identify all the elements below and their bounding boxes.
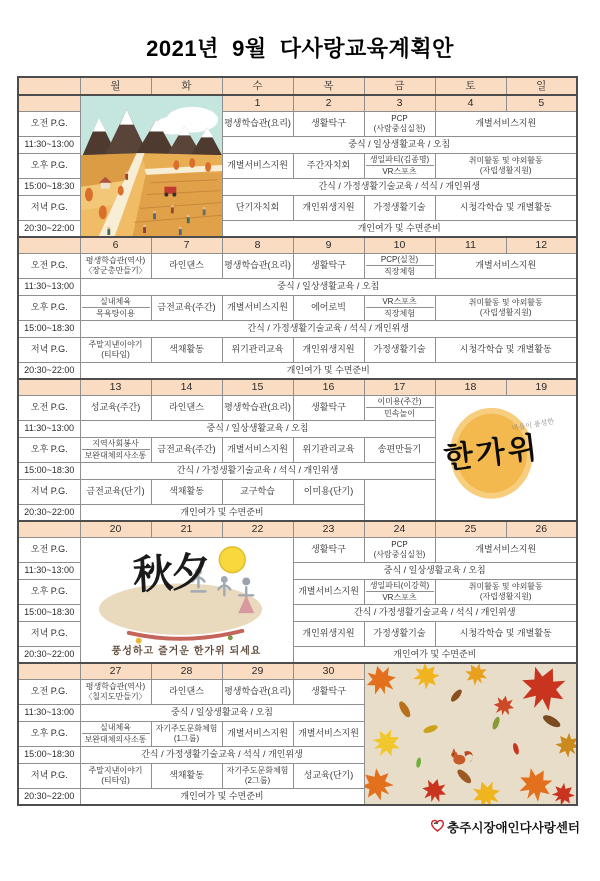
schedule-cell: 간식 / 가정생활기술교육 / 석식 / 개인위생 — [80, 746, 364, 763]
schedule-cell: 간식 / 가정생활기술교육 / 석식 / 개인위생 — [222, 178, 577, 195]
time-label: 15:00~18:30 — [18, 178, 80, 195]
schedule-cell: 개인여가 및 수면준비 — [80, 504, 364, 521]
schedule-cell: 개별서비스지원 — [435, 253, 577, 278]
day-header: 수 — [222, 77, 293, 95]
schedule-cell: 생활탁구 — [293, 253, 364, 278]
schedule-cell: 평생학습관(요리) — [222, 679, 293, 704]
schedule-cell: 개인여가 및 수면준비 — [80, 788, 364, 805]
day-header: 월 — [80, 77, 151, 95]
date-cell: 14 — [151, 379, 222, 395]
schedule-cell: 간식 / 가정생활기술교육 / 석식 / 개인위생 — [80, 320, 577, 337]
time-label: 저녁 P.G. — [18, 621, 80, 646]
schedule-cell: 생일파티(이강혁) VR스포츠 — [364, 579, 435, 604]
time-label: 저녁 P.G. — [18, 337, 80, 362]
footer — [0, 818, 600, 836]
date-cell: 5 — [506, 95, 577, 111]
time-label: 오전 P.G. — [18, 395, 80, 420]
schedule-cell: 시청각학습 및 개별활동 — [435, 621, 577, 646]
time-label: 11:30~13:00 — [18, 562, 80, 579]
time-label: 15:00~18:30 — [18, 462, 80, 479]
schedule-cell: 개별서비스지원 — [222, 721, 293, 746]
schedule-cell: 개별서비스지원 — [435, 111, 577, 136]
day-header: 목 — [293, 77, 364, 95]
time-label: 11:30~13:00 — [18, 278, 80, 295]
schedule-cell: 중식 / 일상생활교육 / 오침 — [222, 136, 577, 153]
schedule-cell: 취미활동 및 야외활동 (자립생활지원) — [435, 579, 577, 604]
schedule-cell: 개인위생지원 — [293, 621, 364, 646]
date-cell: 22 — [222, 521, 293, 537]
time-label: 저녁 P.G. — [18, 763, 80, 788]
date-cell: 16 — [293, 379, 364, 395]
schedule-cell: 라인댄스 — [151, 253, 222, 278]
schedule-cell: 실내체육 보완대체의사소통 — [80, 721, 151, 746]
date-cell: 17 — [364, 379, 435, 395]
date-cell: 28 — [151, 663, 222, 679]
schedule-cell: 개별서비스지원 — [222, 295, 293, 320]
schedule-cell: 주말지낸이야기 (티타임) — [80, 763, 151, 788]
schedule-cell: 개인여가 및 수면준비 — [293, 646, 577, 663]
date-cell: 12 — [506, 237, 577, 253]
corner-cell — [18, 77, 80, 95]
time-label: 15:00~18:30 — [18, 746, 80, 763]
table-row — [18, 395, 577, 420]
schedule-cell: 중식 / 일상생활교육 / 오침 — [80, 420, 435, 437]
schedule-cell: 개별서비스지원 — [222, 437, 293, 462]
schedule-cell: VR스포츠 직장체험 — [364, 295, 435, 320]
time-label: 11:30~13:00 — [18, 704, 80, 721]
time-label: 15:00~18:30 — [18, 320, 80, 337]
schedule-cell: 개인위생지원 — [293, 195, 364, 220]
date-cell: 6 — [80, 237, 151, 253]
chuseok-illustration — [80, 537, 293, 663]
time-label: 오후 P.G. — [18, 295, 80, 320]
schedule-cell: 송편만들기 — [364, 437, 435, 462]
autumn-leaves-illustration — [364, 663, 577, 805]
date-cell: 10 — [364, 237, 435, 253]
schedule-cell: 단기자치회 — [222, 195, 293, 220]
date-cell: 21 — [151, 521, 222, 537]
schedule-cell: 라인댄스 — [151, 679, 222, 704]
day-header: 화 — [151, 77, 222, 95]
schedule-cell: 가정생활기술 — [364, 621, 435, 646]
schedule-cell: 자기주도문화체험 (1그룹) — [151, 721, 222, 746]
time-label: 20:30~22:00 — [18, 220, 80, 237]
time-label: 20:30~22:00 — [18, 504, 80, 521]
table-row — [18, 237, 577, 253]
table-row — [18, 521, 577, 537]
schedule-cell: 실내체육 목욕탕이용 — [80, 295, 151, 320]
schedule-cell: PCP(실천) 직장체험 — [364, 253, 435, 278]
date-cell: 18 — [435, 379, 506, 395]
schedule-cell: 색채활동 — [151, 337, 222, 362]
date-cell: 30 — [293, 663, 364, 679]
schedule-cell: 간식 / 가정생활기술교육 / 석식 / 개인위생 — [80, 462, 435, 479]
table-row — [18, 663, 577, 679]
date-cell: 20 — [80, 521, 151, 537]
schedule-cell: 가정생활기술 — [364, 195, 435, 220]
schedule-cell: 시청각학습 및 개별활동 — [435, 195, 577, 220]
chuseok-hanja-text: 秋夕 — [131, 547, 210, 599]
schedule-cell: 자기주도문화체험 (2그룹) — [222, 763, 293, 788]
schedule-cell: 개인여가 및 수면준비 — [222, 220, 577, 237]
time-label: 11:30~13:00 — [18, 420, 80, 437]
schedule-cell: 생활탁구 — [293, 537, 364, 562]
schedule-cell: 색채활동 — [151, 763, 222, 788]
chuseok-caption: 풍성하고 즐거운 한가위 되세요 — [111, 646, 262, 657]
time-label: 11:30~13:00 — [18, 136, 80, 153]
hangawi-caption-small: 마음이 풍성한 — [511, 417, 555, 433]
schedule-cell: 개별서비스지원 — [293, 721, 364, 746]
table-row — [18, 95, 577, 111]
date-cell: 8 — [222, 237, 293, 253]
schedule-cell: 금전교육(주간) — [151, 295, 222, 320]
day-header: 금 — [364, 77, 435, 95]
time-label: 오후 P.G. — [18, 579, 80, 604]
schedule-cell: 중식 / 일상생활교육 / 오침 — [80, 278, 577, 295]
schedule-cell: 개인여가 및 수면준비 — [80, 362, 577, 379]
schedule-cell: 금전교육(주간) — [151, 437, 222, 462]
time-label: 15:00~18:30 — [18, 604, 80, 621]
schedule-cell: 개별서비스지원 — [435, 537, 577, 562]
schedule-cell: 평생학습관(요리) — [222, 253, 293, 278]
hangawi-calligraphy-illustration — [435, 395, 577, 521]
day-header: 일 — [506, 77, 577, 95]
time-label: 저녁 P.G. — [18, 479, 80, 504]
empty-cell — [364, 479, 435, 521]
schedule-cell: 간식 / 가정생활기술교육 / 석식 / 개인위생 — [293, 604, 577, 621]
schedule-cell: 취미활동 및 야외활동 (자립생활지원) — [435, 153, 577, 178]
center-logo-heart-icon — [430, 818, 445, 836]
date-row-label — [18, 95, 80, 111]
date-cell: 7 — [151, 237, 222, 253]
time-label: 저녁 P.G. — [18, 195, 80, 220]
schedule-cell: 성교육(단기) — [293, 763, 364, 788]
table-row — [18, 379, 577, 395]
schedule-cell: 중식 / 일상생활교육 / 오침 — [80, 704, 364, 721]
date-cell: 11 — [435, 237, 506, 253]
schedule-cell: 가정생활기술 — [364, 337, 435, 362]
date-cell: 27 — [80, 663, 151, 679]
table-row — [18, 295, 577, 320]
org-name: 충주시장애인다사랑센터 — [447, 821, 580, 835]
time-label: 20:30~22:00 — [18, 788, 80, 805]
schedule-cell: 색채활동 — [151, 479, 222, 504]
schedule-cell: 에어로빅 — [293, 295, 364, 320]
schedule-cell: PCP (사람중심실천) — [364, 111, 435, 136]
schedule-cell: 금전교육(단기) — [80, 479, 151, 504]
date-cell: 26 — [506, 521, 577, 537]
schedule-cell: 주간자치회 — [293, 153, 364, 178]
schedule-cell: 생일파티(김종명) VR스포츠 — [364, 153, 435, 178]
date-cell: 4 — [435, 95, 506, 111]
schedule-cell: 취미활동 및 야외활동 (자립생활지원) — [435, 295, 577, 320]
schedule-cell: 주말지낸이야기 (티타임) — [80, 337, 151, 362]
schedule-cell: 생활탁구 — [293, 111, 364, 136]
date-cell: 13 — [80, 379, 151, 395]
schedule-cell: 평생학습관(요리) — [222, 395, 293, 420]
schedule-cell: 생활탁구 — [293, 395, 364, 420]
time-label: 20:30~22:00 — [18, 362, 80, 379]
schedule-cell: 평생학습관(역사) 〈장군총만들기〉 — [80, 253, 151, 278]
date-cell: 29 — [222, 663, 293, 679]
time-label: 오전 P.G. — [18, 537, 80, 562]
date-cell: 9 — [293, 237, 364, 253]
table-row — [18, 320, 577, 337]
hangawi-calligraphy-text: 한가위 — [441, 429, 542, 477]
date-cell: 15 — [222, 379, 293, 395]
time-label: 오전 P.G. — [18, 679, 80, 704]
date-cell: 1 — [222, 95, 293, 111]
schedule-cell: 평생학습관(요리) — [222, 111, 293, 136]
table-row — [18, 77, 577, 95]
table-row — [18, 537, 577, 562]
schedule-cell: 위기관리교육 — [293, 437, 364, 462]
time-label: 오후 P.G. — [18, 721, 80, 746]
date-row-label — [18, 521, 80, 537]
day-header: 토 — [435, 77, 506, 95]
time-label: 오전 P.G. — [18, 253, 80, 278]
schedule-cell: 성교육(주간) — [80, 395, 151, 420]
schedule-cell: 이미용(주간) 민속놀이 — [364, 395, 435, 420]
table-row — [18, 278, 577, 295]
time-label: 20:30~22:00 — [18, 646, 80, 663]
autumn-harvest-field-illustration — [80, 95, 222, 237]
schedule-table-body — [18, 77, 577, 805]
schedule-cell: 시청각학습 및 개별활동 — [435, 337, 577, 362]
schedule-cell: 이미용(단기) — [293, 479, 364, 504]
schedule-cell: 생활탁구 — [293, 679, 364, 704]
table-row — [18, 337, 577, 362]
schedule-cell: PCP (사람중심실천) — [364, 537, 435, 562]
table-row — [18, 253, 577, 278]
table-row — [18, 362, 577, 379]
date-row-label — [18, 237, 80, 253]
date-row-label — [18, 663, 80, 679]
schedule-cell: 중식 / 일상생활교육 / 오침 — [293, 562, 577, 579]
date-cell: 2 — [293, 95, 364, 111]
schedule-cell: 평생학습관(역사) 〈칠지도만들기〉 — [80, 679, 151, 704]
time-label: 오후 P.G. — [18, 437, 80, 462]
schedule-cell: 개인위생지원 — [293, 337, 364, 362]
date-cell: 23 — [293, 521, 364, 537]
date-cell: 25 — [435, 521, 506, 537]
schedule-cell: 위기관리교육 — [222, 337, 293, 362]
schedule-cell: 개별서비스지원 — [293, 579, 364, 604]
date-cell: 3 — [364, 95, 435, 111]
time-label: 오후 P.G. — [18, 153, 80, 178]
date-cell: 19 — [506, 379, 577, 395]
date-row-label — [18, 379, 80, 395]
schedule-cell: 개별서비스지원 — [222, 153, 293, 178]
time-label: 오전 P.G. — [18, 111, 80, 136]
schedule-cell: 지역사회봉사 보완대체의사소통 — [80, 437, 151, 462]
schedule-cell: 라인댄스 — [151, 395, 222, 420]
date-cell: 24 — [364, 521, 435, 537]
schedule-table — [17, 76, 578, 806]
page-title: 2021년 9월 다사랑교육계획안 — [146, 36, 454, 61]
schedule-cell: 교구학습 — [222, 479, 293, 504]
